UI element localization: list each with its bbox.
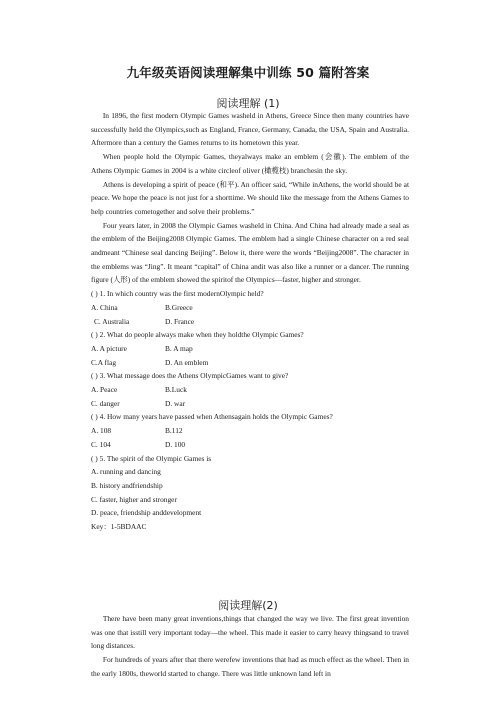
option-a: A. China [91, 302, 118, 312]
options-row [91, 383, 409, 397]
option-b: B.Greece [165, 302, 193, 312]
option-c: C.A flag [91, 357, 117, 367]
option-d: D. An emblem [165, 357, 209, 367]
option-d: D. France [165, 316, 195, 326]
passage-paragraph: Four years later, in 2008 the Olympic Games washeld in China. And China had already made a seal as the emblem of the Beijing2008 Olympic Games. The emblem had a single Chinese character on a red seal andmeant “Chinese seal dancing Beijing”. Below it, there were the words “Beijing2008”. The character in the emblems was “Jing”. It meant “capital” of China andit was also like a runner or a dancer. The running figure (人形) of the emblem showed the spiritof the Olympics—faster, higher and stronger. [91, 220, 409, 285]
option-a: A. running and dancing [91, 467, 161, 477]
options-row [91, 301, 409, 315]
options-row [91, 315, 409, 329]
section-1-heading: 阅读理解 (1) [216, 97, 280, 110]
option-b: B.Luck [165, 385, 187, 395]
section-2-body [91, 612, 409, 681]
options-row [91, 424, 409, 438]
option-a: A. Peace [91, 385, 118, 395]
option-b: B. history andfriendship [91, 480, 163, 490]
options-row [91, 342, 409, 356]
question-4: ( ) 4. How many years have passed when Athensagain holds the Olympic Games? [91, 412, 333, 422]
section-2-heading: 阅读理解(2) [218, 599, 278, 612]
options-row [91, 397, 409, 411]
option-d: D. war [165, 398, 186, 408]
option-c: C. 104 [91, 439, 111, 449]
options-row [91, 438, 409, 452]
option-c: C. faster, higher and stronger [91, 494, 177, 504]
option-a: A. A picture [91, 343, 127, 353]
option-d: D. 100 [165, 439, 186, 449]
option-c: C. Australia [94, 316, 130, 326]
question-5: ( ) 5. The spirit of the Olympic Games is [91, 453, 212, 463]
option-c: C. danger [91, 398, 120, 408]
option-d: D. peace, friendship anddevelopment [91, 508, 202, 518]
section-1-body [91, 109, 409, 534]
passage-paragraph: There have been many great inventions,things that changed the way we live. The first great invention was one that isstill very important today—the wheel. This made it easier to carry heavy thingsand to travel long distances. [91, 614, 409, 651]
passage-paragraph: When people hold the Olympic Games, theyalways make an emblem (会徽). The emblem of the Athens Olympic Games in 2004 is a white circleof oliver (橄榄枝) branchesin the sky. [91, 152, 409, 175]
question-1: ( ) 1. In which country was the first modernOlympic held? [91, 289, 264, 299]
answer-key: Key：1-5BDAAC [91, 522, 147, 532]
passage-paragraph: Athens is developing a spirit of peace (和平). An officer said, “While inAthens, the world should be at peace. We hope the peace is not just for a shorttime. We should like the message from the Athens Games to help countries cometogether and solve their problems.” [91, 179, 409, 216]
document-title: 九年级英语阅读理解集中训练 50 篇附答案 [126, 65, 370, 80]
question-2: ( ) 2. What do people always make when they holdthe Olympic Games? [91, 330, 304, 340]
option-a: A. 108 [91, 426, 112, 436]
passage-paragraph: In 1896, the first modern Olympic Games washeld in Athens, Greece Since then many countries have successfully held the Olympics,such as England, France, Germany, Canada, the USA, Spain and Australia. Aftermore than a century the Games returns to its hometown this year. [91, 111, 409, 148]
passage-paragraph: For hundreds of years after that there werefew inventions that had as much effect as the wheel. Then in the early 1800s, theworld started to change. There was little unknown land left in [91, 655, 409, 678]
option-b: B. A map [165, 343, 193, 353]
options-row [91, 356, 409, 370]
question-3: ( ) 3. What message does the Athens OlympicGames want to give? [91, 371, 289, 381]
option-b: B.112 [165, 426, 183, 436]
